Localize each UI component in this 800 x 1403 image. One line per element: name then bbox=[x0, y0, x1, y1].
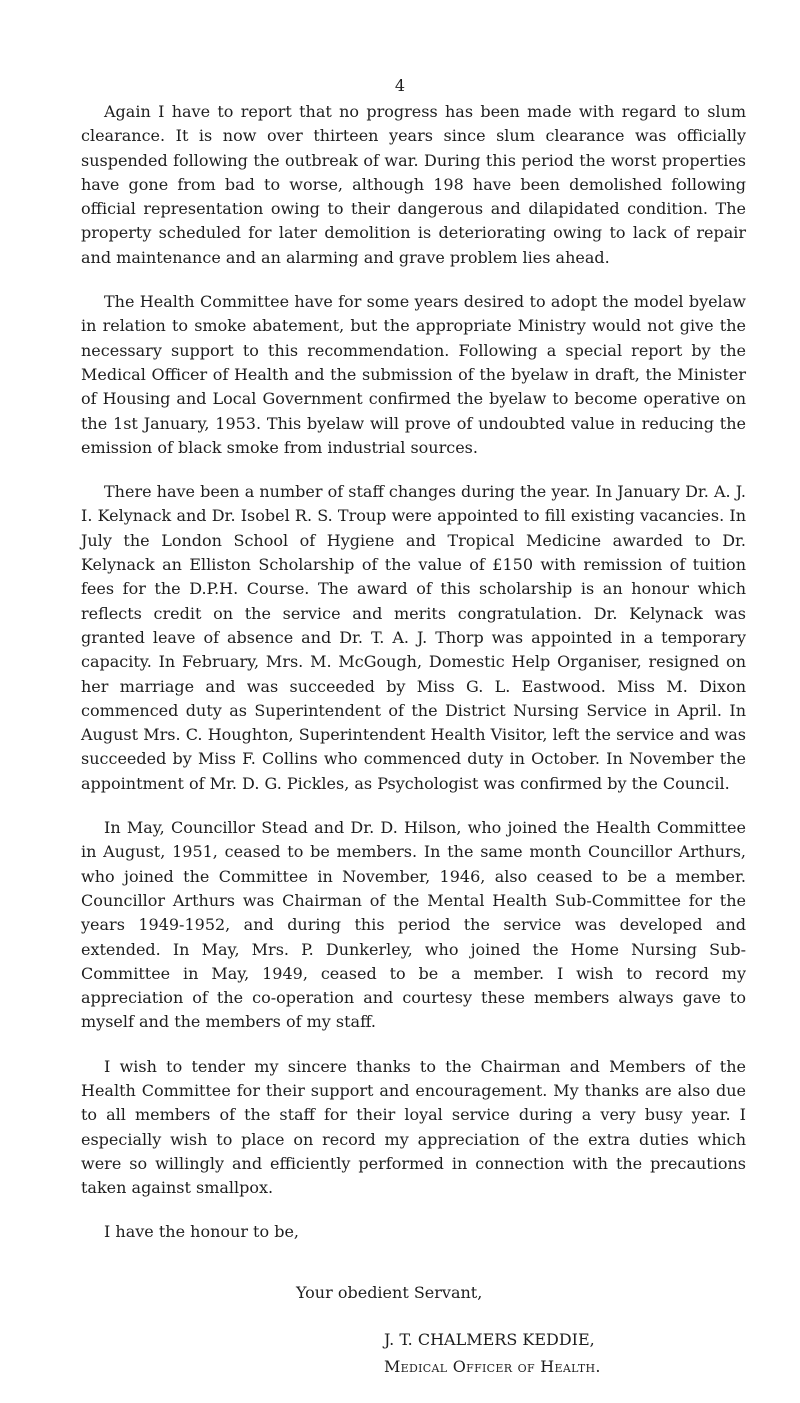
paragraph-thanks: I wish to tender my sincere thanks to the Chairman and Members of the Health Committee for their support and encouragement. My thanks are also due to all members of the staff for their loyal service during a very busy year. I especially wish to place on record my appreciation of the extra duties which were so willingly and efficiently performed in connection with the precautions taken against smallpox. bbox=[81, 1056, 746, 1198]
paragraph-committee-members: In May, Councillor Stead and Dr. D. Hilson, who joined the Health Committee in August, 1951, ceased to be members. In the same month Councillor Arthurs, who joined the Committee in November, 1946, also ceased to be a member. Councillor Arthurs was Chairman of the Mental Health Sub-Committee for the years 1949-1952, and during this period the service was developed and extended. In May, Mrs. P. Dunkerley, who joined the Home Nursing Sub-Committee in May, 1949, ceased to be a member. I wish to record my appreciation of the co-operation and courtesy these members always gave to myself and the members of my staff. bbox=[81, 818, 746, 1032]
page-number: 4 bbox=[394, 76, 406, 95]
signature-name: J. T. CHALMERS KEDDIE, bbox=[384, 1330, 595, 1349]
paragraph-staff-changes: There have been a number of staff changes during the year. In January Dr. A. J. I. Kelynack and Dr. Isobel R. S. Troup were appointed to fill existing vacancies. In July the London School of Hygiene and Tropical Medicine awarded to Dr. Kelynack an Elliston Scholarship of the value of £150 with remission of tuition fees for the D.P.H. Course. The award of this scholarship is an honour which reflects credit on the service and merits congratulation. Dr. Kelynack was granted leave of absence and Dr. T. A. J. Thorp was appointed in a temporary capacity. In February, Mrs. M. McGough, Domestic Help Organiser, resigned on her marriage and was succeeded by Miss G. L. Eastwood. Miss M. Dixon commenced duty as Superintendent of the District Nursing Service in April. In August Mrs. C. Houghton, Superintendent Health Visitor, left the service and was succeeded by Miss F. Collins who commenced duty in October. In November the appointment of Mr. D. G. Pickles, as Psychologist was confirmed by the Council. bbox=[81, 482, 746, 793]
signatory-title: Medical Officer of Health. bbox=[384, 1357, 601, 1376]
honour-line: I have the honour to be, bbox=[104, 1222, 299, 1242]
letter-body bbox=[81, 100, 746, 1265]
valediction: Your obedient Servant, bbox=[296, 1283, 483, 1302]
paragraph-slum-clearance: Again I have to report that no progress has been made with regard to slum clearance. It is now over thirteen years since slum clearance was officially suspended following the outbreak of war. During this period the worst properties have gone from bad to worse, although 198 have been demolished following official representation owing to their dangerous and dilapidated condition. The property scheduled for later demolition is deteriorating owing to lack of repair and maintenance and an alarming and grave problem lies ahead. bbox=[81, 102, 746, 267]
paragraph-smoke-abatement: The Health Committee have for some years desired to adopt the model byelaw in relation to smoke abatement, but the appropriate Ministry would not give the necessary support to this recommendation. Following a special report by the Medical Officer of Health and the submission of the byelaw in draft, the Minister of Housing and Local Government confirmed the byelaw to become operative on the 1st January, 1953. This byelaw will prove of undoubted value in reducing the emission of black smoke from industrial sources. bbox=[81, 292, 746, 457]
